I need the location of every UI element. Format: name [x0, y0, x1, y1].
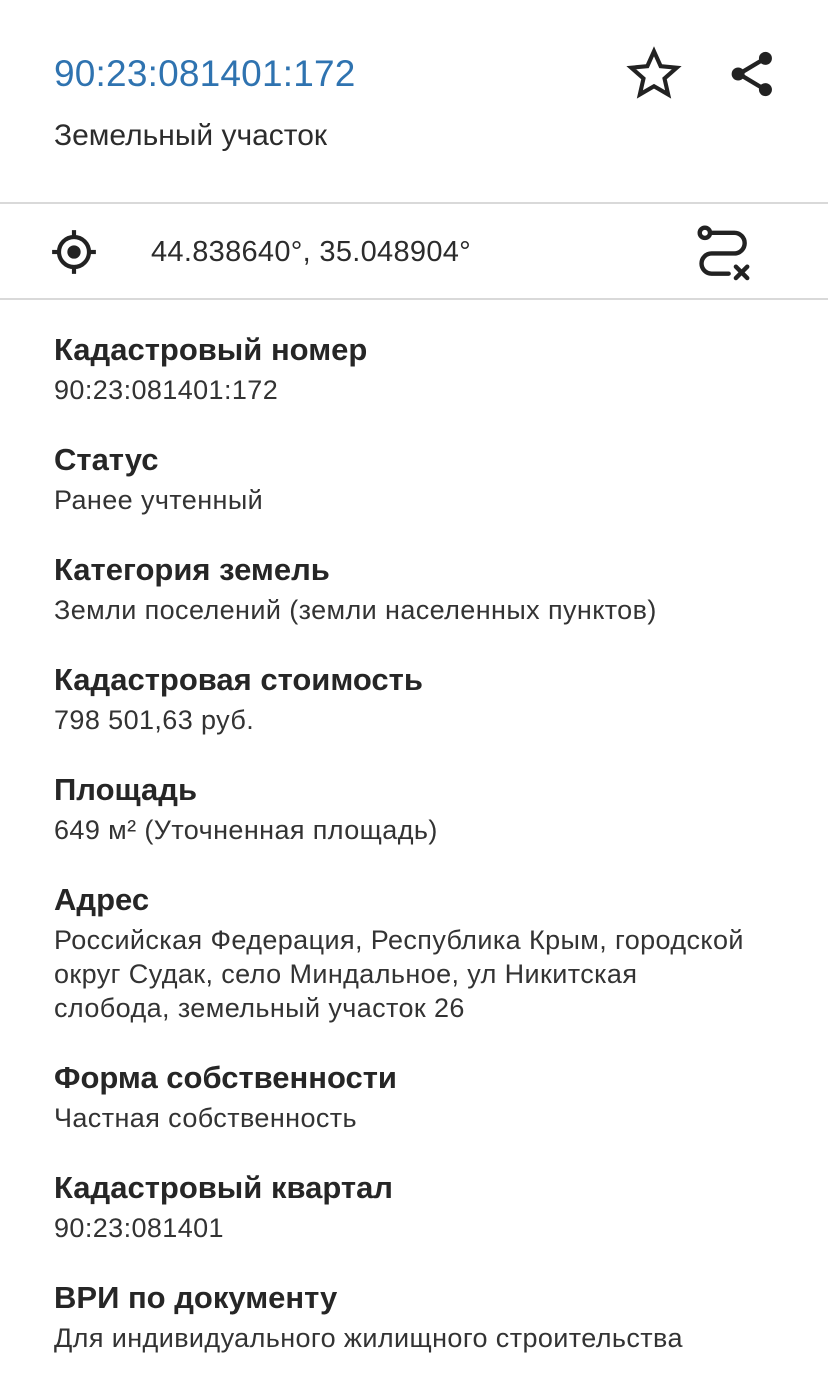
share-icon	[726, 48, 778, 100]
field-value: Ранее учтенный	[54, 485, 264, 515]
property-details	[54, 330, 794, 1388]
field-permitted-use	[54, 1278, 794, 1355]
field-label: Форма собственности	[54, 1060, 397, 1095]
field-label: Кадастровый квартал	[54, 1170, 394, 1205]
field-land-category	[54, 550, 794, 627]
crosshair-icon	[49, 227, 99, 277]
header	[0, 0, 828, 202]
field-label: Кадастровая стоимость	[54, 662, 423, 697]
star-outline-icon	[625, 45, 683, 103]
coordinates-row	[0, 204, 828, 298]
field-ownership-form	[54, 1058, 794, 1135]
field-label: Адрес	[54, 882, 150, 917]
field-value: Земли поселений (земли населенных пунктов)	[54, 595, 657, 625]
object-type-subtitle: Земельный участок	[54, 119, 328, 152]
field-label: Статус	[54, 442, 159, 477]
field-value: 649 м² (Уточненная площадь)	[54, 815, 438, 845]
share-button[interactable]	[720, 42, 784, 106]
favorite-button[interactable]	[622, 42, 686, 106]
field-label: Категория земель	[54, 552, 330, 587]
field-label: Кадастровый номер	[54, 332, 368, 367]
field-value: Частная собственность	[54, 1103, 358, 1133]
coordinates-text: 44.838640°, 35.048904°	[151, 236, 472, 268]
field-label: Площадь	[54, 772, 198, 807]
route-cancel-icon	[693, 223, 755, 285]
cadastral-number-title[interactable]: 90:23:081401:172	[54, 53, 356, 94]
field-value: 90:23:081401	[54, 1213, 224, 1243]
field-value: Для индивидуального жилищного строительства	[54, 1323, 683, 1353]
divider	[0, 298, 828, 300]
field-cadastral-quarter	[54, 1168, 794, 1245]
field-address	[54, 880, 794, 1025]
field-cadastral-number	[54, 330, 794, 407]
field-area	[54, 770, 794, 847]
route-button[interactable]	[690, 222, 758, 286]
field-label: ВРИ по документу	[54, 1280, 338, 1315]
field-value: Российская Федерация, Республика Крым, городской округ Судак, село Миндальное, ул Никитская слобода, земельный участок 26	[54, 925, 744, 1023]
field-status	[54, 440, 794, 517]
field-value: 90:23:081401:172	[54, 375, 279, 405]
field-value: 798 501,63 руб.	[54, 705, 255, 735]
field-cadastral-value	[54, 660, 794, 737]
locate-button[interactable]	[48, 226, 100, 278]
